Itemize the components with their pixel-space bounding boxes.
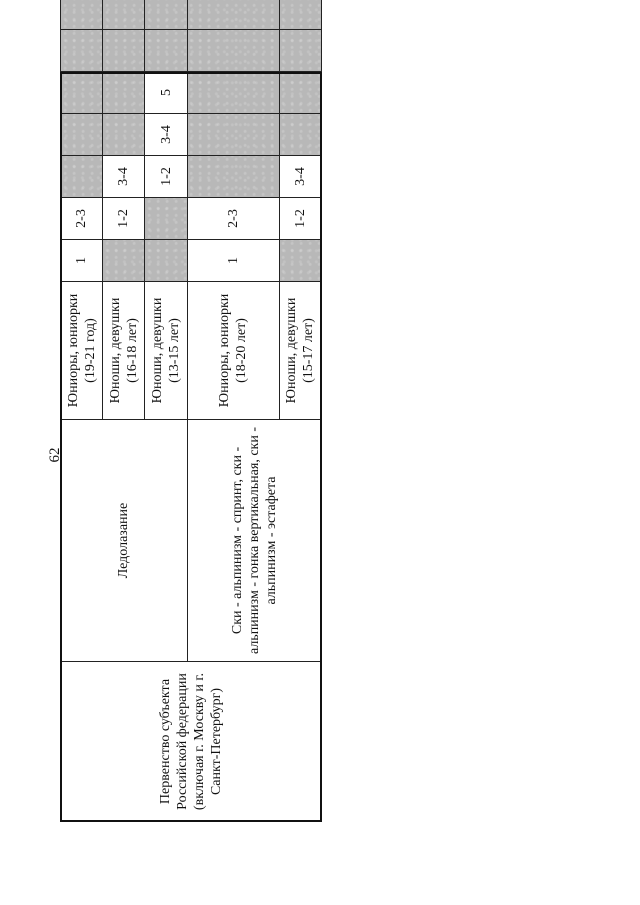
place-cell: 3-4 <box>279 156 321 198</box>
table-row <box>61 0 103 822</box>
place-cell: 3-4 <box>103 156 145 198</box>
place-cell-shaded <box>61 72 103 114</box>
age-group-cell: Юниоры, юниорки (19-21 год) <box>61 282 103 420</box>
discipline-cell: Ледолазание <box>61 420 188 662</box>
place-cell-shaded <box>279 240 321 282</box>
place-cell: 2-3 <box>61 198 103 240</box>
place-cell: 5 <box>145 72 187 114</box>
place-cell-shaded <box>103 72 145 114</box>
age-group-cell: Юноши, девушки (16-18 лет) <box>103 282 145 420</box>
place-cell-shaded <box>145 0 187 30</box>
place-cell-shaded <box>103 114 145 156</box>
place-cell: 1-2 <box>103 198 145 240</box>
place-cell-shaded <box>103 30 145 72</box>
sports-category-table <box>60 0 322 822</box>
discipline-cell: Ски - альпинизм - спринт, ски - альпинизм - гонка вертикальная, ски - альпинизм - эстафета <box>187 420 321 662</box>
page-number: 62 <box>47 447 63 463</box>
place-cell-shaded <box>61 156 103 198</box>
rotated-table-container <box>60 72 322 822</box>
place-cell-shaded <box>187 72 279 114</box>
place-cell-shaded <box>103 240 145 282</box>
event-cell: Первенство субъекта Российской федерации (включая г. Москву и г. Санкт-Петербург) <box>61 662 322 822</box>
place-cell-shaded <box>61 114 103 156</box>
place-cell: 2-3 <box>187 198 279 240</box>
age-group-cell: Юниоры, юниорки (18-20 лет) <box>187 282 279 420</box>
age-group-cell: Юноши, девушки (13-15 лет) <box>145 282 187 420</box>
place-cell-shaded <box>279 72 321 114</box>
place-cell: 1 <box>187 240 279 282</box>
place-cell-shaded <box>279 30 321 72</box>
place-cell-shaded <box>103 0 145 30</box>
place-cell-shaded <box>61 0 103 30</box>
place-cell-shaded <box>187 30 279 72</box>
place-cell: 1-2 <box>145 156 187 198</box>
place-cell-shaded <box>187 0 279 30</box>
place-cell: 3-4 <box>145 114 187 156</box>
age-group-cell: Юноши, девушки (15-17 лет) <box>279 282 321 420</box>
place-cell-shaded <box>61 30 103 72</box>
place-cell: 1-2 <box>279 198 321 240</box>
place-cell-shaded <box>279 0 321 30</box>
place-cell-shaded <box>145 198 187 240</box>
place-cell: 1 <box>61 240 103 282</box>
place-cell-shaded <box>145 30 187 72</box>
place-cell-shaded <box>145 240 187 282</box>
place-cell-shaded <box>187 114 279 156</box>
place-cell-shaded <box>187 156 279 198</box>
place-cell-shaded <box>279 114 321 156</box>
